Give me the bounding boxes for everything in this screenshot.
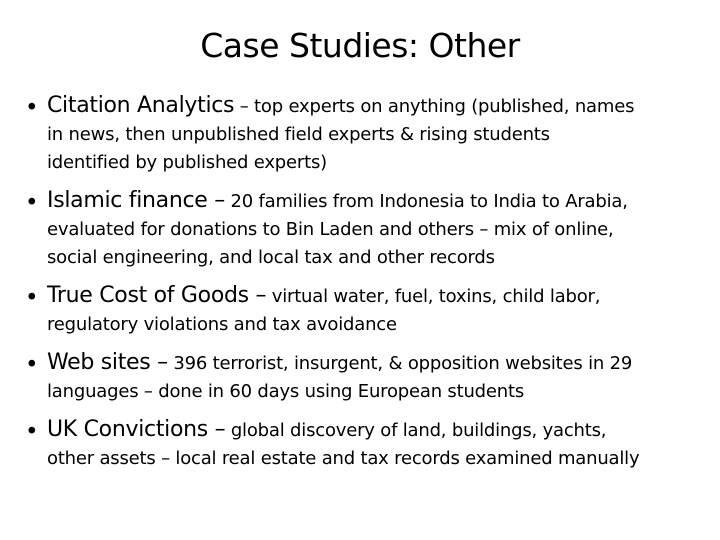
bullet-dot-icon: • bbox=[25, 419, 39, 445]
bullet-text: virtual water, fuel, toxins, child labor, bbox=[266, 286, 601, 307]
bullet-item bbox=[25, 92, 705, 177]
bullet-continuation: evaluated for donations to Bin Laden and others – mix of online, bbox=[47, 219, 614, 240]
bullet-item bbox=[25, 416, 705, 473]
bullet-continuation: other assets – local real estate and tax records examined manually bbox=[47, 448, 640, 469]
bullet-text: global discovery of land, buildings, yachts, bbox=[225, 420, 607, 441]
bullet-first-line bbox=[47, 187, 705, 216]
bullet-item bbox=[25, 187, 705, 272]
bullet-item bbox=[25, 282, 705, 339]
bullet-first-line bbox=[47, 282, 705, 311]
bullet-continuation: regulatory violations and tax avoidance bbox=[47, 314, 397, 335]
slide-title: Case Studies: Other bbox=[200, 26, 520, 65]
bullet-heading: Islamic finance – bbox=[47, 188, 225, 213]
bullet-dot-icon: • bbox=[25, 352, 39, 378]
bullet-heading: Web sites – bbox=[47, 350, 168, 375]
bullet-continuation: identified by published experts) bbox=[47, 152, 327, 173]
bullet-item bbox=[25, 349, 705, 406]
bullet-dot-icon: • bbox=[25, 285, 39, 311]
bullet-dot-icon: • bbox=[25, 95, 39, 121]
bullet-heading: UK Convictions – bbox=[47, 417, 226, 442]
bullet-first-line bbox=[47, 92, 705, 121]
bullet-continuation: social engineering, and local tax and other records bbox=[47, 247, 495, 268]
bullet-heading: Citation Analytics bbox=[47, 93, 235, 118]
bullet-dot-icon: • bbox=[25, 190, 39, 216]
bullet-continuation: languages – done in 60 days using European students bbox=[47, 381, 525, 402]
bullet-list bbox=[25, 92, 705, 483]
bullet-text: 396 terrorist, insurgent, & opposition websites in 29 bbox=[167, 353, 633, 374]
bullet-first-line bbox=[47, 416, 705, 445]
bullet-text: – top experts on anything (published, names bbox=[234, 96, 635, 117]
bullet-text: 20 families from Indonesia to India to Arabia, bbox=[224, 191, 628, 212]
bullet-first-line bbox=[47, 349, 705, 378]
bullet-heading: True Cost of Goods – bbox=[47, 283, 267, 308]
bullet-continuation: in news, then unpublished field experts & rising students bbox=[47, 124, 550, 145]
